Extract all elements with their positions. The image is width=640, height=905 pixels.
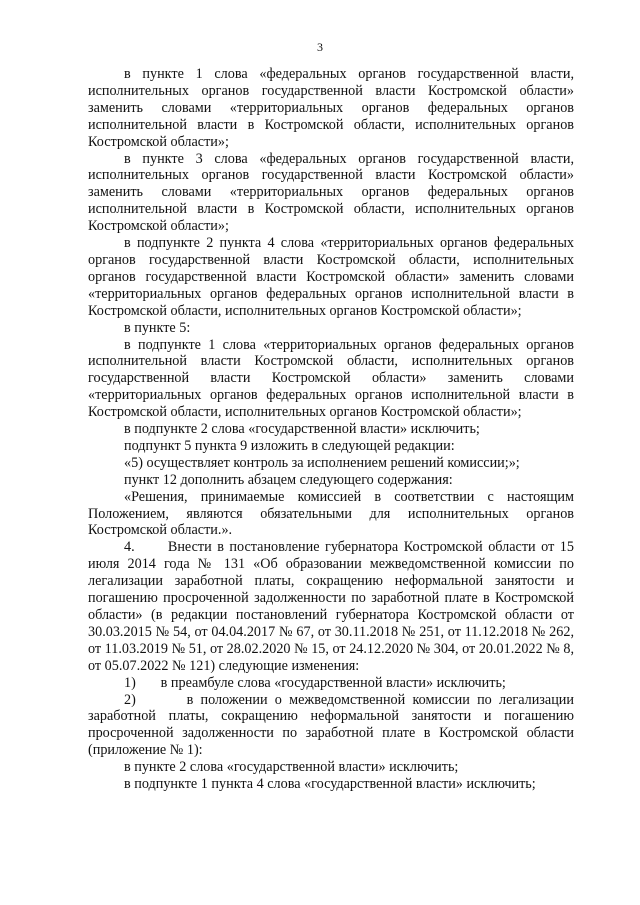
paragraph-subclause-2-clause-4: в подпункте 2 пункта 4 слова «территориальных органов федеральных органов государственной власти Костромской области, исполнительных органов государственной власти Костромской области» заменить словами «территориальных органов федеральных органов исполнительной власти в Костромской области, исполнительных органов Костромской области»; — [88, 235, 574, 319]
paragraph-clause-12-intro: пункт 12 дополнить абзацем следующего содержания: — [124, 471, 453, 488]
paragraph-item-4-2-clause-2: в пункте 2 слова «государственной власти» исключить; — [124, 759, 459, 776]
paragraph-item-4-2-clause-4: в подпункте 1 пункта 4 слова «государственной власти» исключить; — [124, 776, 536, 793]
paragraph-clause-9-text: «5) осуществляет контроль за исполнением решений комиссии;»; — [124, 454, 520, 471]
paragraph-clause-9-intro: подпункт 5 пункта 9 изложить в следующей редакции: — [124, 437, 455, 454]
paragraph-clause-12-text: «Решения, принимаемые комиссией в соответствии с настоящим Положением, являются обязательными для исполнительных органов Костромской области.». — [88, 488, 574, 539]
paragraph-item-4: 4. Внести в постановление губернатора Костромской области от 15 июля 2014 года № 131 «Об образовании межведомственной комиссии по легализации заработной платы, сокращению неформальной занятости и погашению просроченной задолженности по заработной плате в Костромской области» (в редакции постановлений губернатора Костромской области от 30.03.2015 № 54, от 04.04.2017 № 67, от 30.11.2018 № 251, от 11.12.2018 № 262, от 11.03.2019 № 51, от 28.02.2020 № 15, от 24.12.2020 № 304, от 20.01.2022 № 8, от 05.07.2022 № 121) следующие изменения: — [88, 539, 574, 674]
paragraph-item-4-2: 2) в положении о межведомственной комиссии по легализации заработной платы, сокращению неформальной занятости и погашению просроченной задолженности по заработной плате в Костромской области (приложение № 1): — [88, 691, 574, 759]
paragraph-clause-5-subclause-2: в подпункте 2 слова «государственной власти» исключить; — [124, 421, 480, 438]
page-number: 3 — [317, 40, 323, 54]
paragraph-clause-1: в пункте 1 слова «федеральных органов государственной власти, исполнительных органов государственной власти Костромской области» заменить словами «территориальных органов федеральных органов исполнительной власти в Костромской области, исполнительных органов Костромской области»; — [88, 66, 574, 150]
document-body — [88, 66, 574, 793]
paragraph-clause-5-subclause-1: в подпункте 1 слова «территориальных органов федеральных органов исполнительной власти Костромской области, исполнительных органов государственной власти Костромской области» заменить словами «территориальных органов федеральных органов исполнительной власти в Костромской области, исполнительных органов Костромской области»; — [88, 336, 574, 421]
paragraph-clause-3: в пункте 3 слова «федеральных органов государственной власти, исполнительных органов государственной власти Костромской области» заменить словами «территориальных органов федеральных органов исполнительной власти в Костромской области, исполнительных органов Костромской области»; — [88, 150, 574, 235]
paragraph-item-4-1: 1) в преамбуле слова «государственной власти» исключить; — [124, 674, 506, 691]
paragraph-clause-5-intro: в пункте 5: — [124, 319, 191, 336]
